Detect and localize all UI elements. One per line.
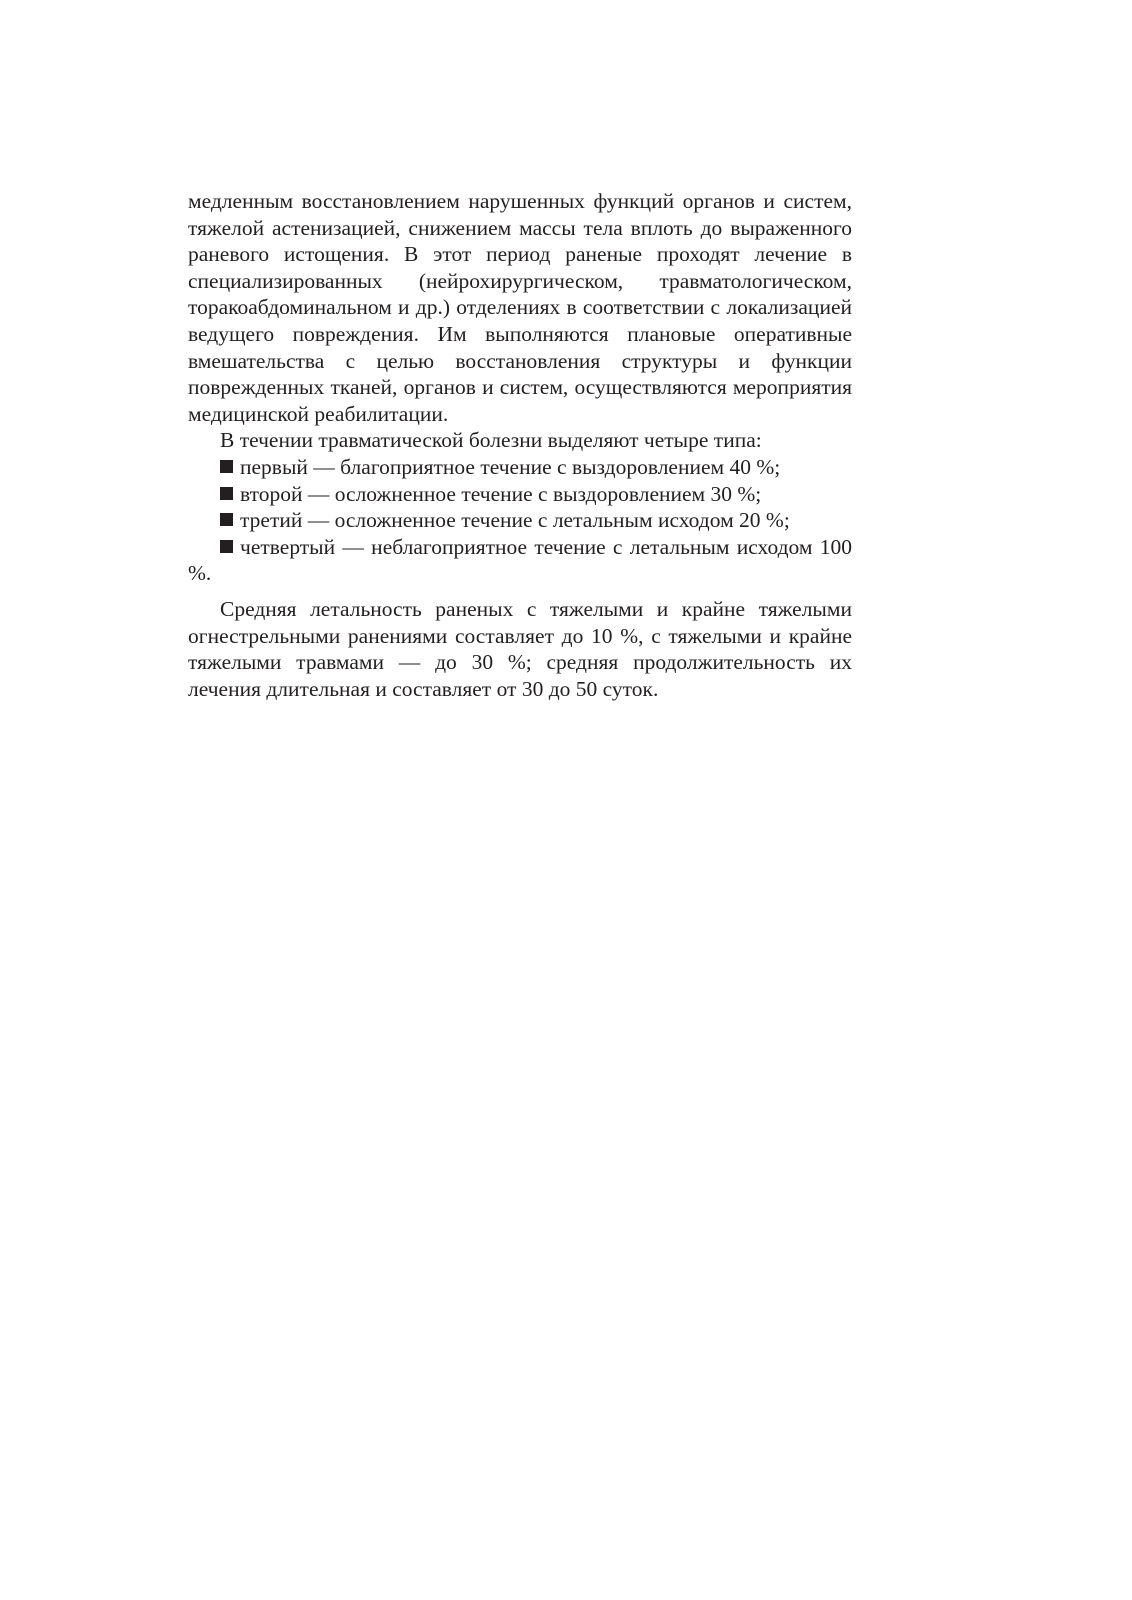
types-list — [188, 454, 852, 587]
list-item-text: четвертый — неблагоприятное течение с летальным исходом 100 %. — [188, 534, 852, 586]
list-item-text: первый — благоприятное течение с выздоровлением 40 %; — [240, 454, 781, 479]
list-item — [188, 481, 852, 508]
paragraph-types-intro: В течении травматической болезни выделяют четыре типа: — [220, 428, 762, 453]
list-item — [188, 507, 852, 534]
list-item — [188, 454, 852, 481]
page-body — [188, 188, 852, 702]
list-item — [188, 534, 852, 587]
paragraph-mortality: Средняя летальность раненых с тяжелыми и крайне тяжелыми огнестрельными ранениями составляет до 10 %, с тяжелыми и крайне тяжелыми травмами — до 30 %; средняя продолжительность их лечения длительная и составляет от 30 до 50 суток. — [188, 596, 852, 701]
square-bullet-icon — [220, 487, 233, 500]
list-item-text: второй — осложненное течение с выздоровлением 30 %; — [240, 481, 762, 506]
square-bullet-icon — [220, 460, 233, 473]
square-bullet-icon — [220, 540, 233, 553]
list-item-text: третий — осложненное течение с летальным исходом 20 %; — [240, 508, 790, 533]
paragraph-continuation: медленным восстановлением нарушенных функций органов и систем, тяжелой астенизацией, снижением массы тела вплоть до выраженного раневого истощения. В этот период раненые проходят лечение в специализированных (нейрохирургическом, травматологическом, торакоабдоминальном и др.) отделениях в соответствии с локализацией ведущего повреждения. Им выполняются плановые оперативные вмешательства с целью восстановления структуры и функции поврежденных тканей, органов и систем, осуществляются мероприятия медицинской реабилитации. — [188, 189, 852, 426]
square-bullet-icon — [220, 513, 233, 526]
